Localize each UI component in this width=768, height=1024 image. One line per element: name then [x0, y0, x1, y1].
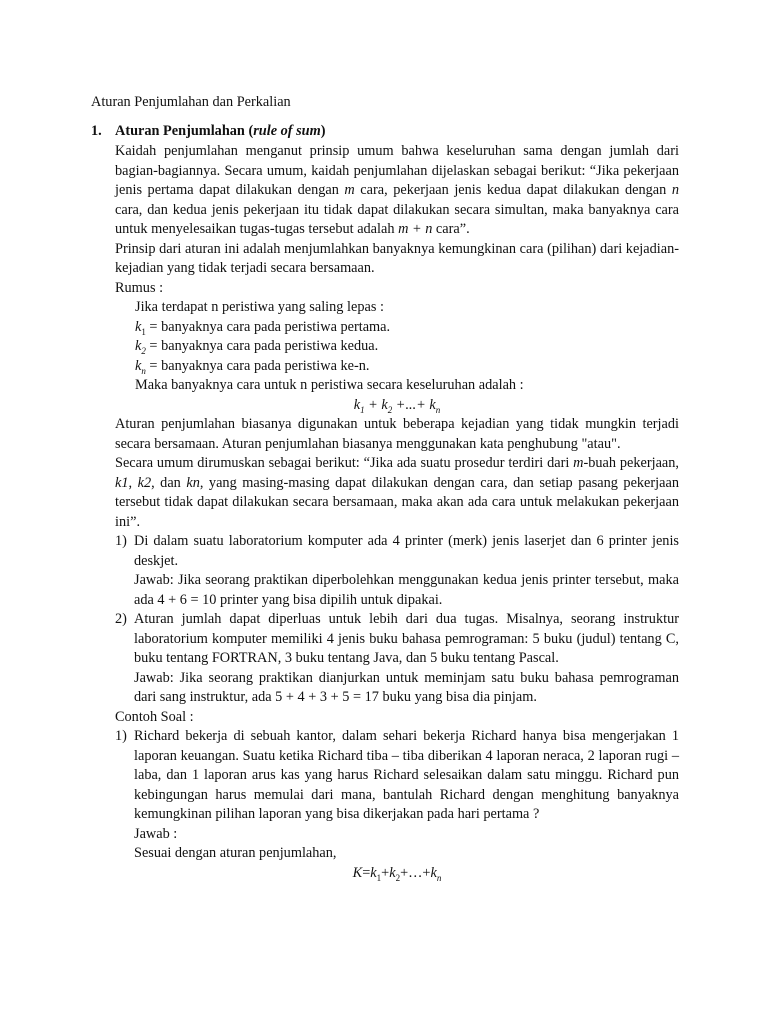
formula-k: k — [389, 864, 396, 881]
formula-K: K — [352, 864, 363, 881]
example-item — [115, 610, 679, 669]
general-var-k1: k1 — [115, 474, 129, 491]
section-number: 1. — [91, 123, 102, 139]
general-sep: , — [128, 474, 138, 491]
general-var-m: m — [573, 455, 584, 471]
k1-text: = banyaknya cara pada peristiwa pertama. — [145, 318, 391, 335]
principle-paragraph: Prinsip dari aturan ini adalah menjumlahkan banyaknya kemungkinan cara (pilihan) dari kejadian-kejadian yang tidak terjadi secara bersamaan. — [115, 240, 679, 276]
rumus-maka-line: Maka banyaknya cara untuk n peristiwa secara keseluruhan adalah : — [135, 377, 524, 393]
general-var-k2: k2 — [137, 474, 152, 491]
formula-k: k — [353, 396, 361, 413]
general-text-a: Secara umum dirumuskan sebagai berikut: “Jika ada suatu prosedur terdiri dari — [115, 455, 574, 471]
kn-sub: n — [141, 365, 146, 376]
rumus-k2-line — [135, 337, 679, 357]
contoh-jawab: Jawab : — [134, 825, 178, 842]
rumus-block — [115, 298, 679, 396]
contoh-soal-label: Contoh Soal : — [115, 708, 194, 725]
formula-plus: + — [381, 864, 390, 881]
general-text-d: , yang masing-masing dapat dilakukan dengan cara, dan setiap pasang pekerjaan tersebut tidak dapat dilakukan secara bersamaan, maka akan ada cara untuk melakukan pekerjaan ini”. — [115, 474, 679, 530]
rumus-intro-line: Jika terdapat n peristiwa yang saling lepas : — [135, 299, 384, 315]
example-number: 2) — [115, 611, 127, 627]
example-answer: Jawab: Jika seorang praktikan dianjurkan untuk meminjam satu buku bahasa pemrograman dari sang instruktur, ada 5 + 4 + 3 + 5 = 17 buku yang bisa dia pinjam. — [134, 669, 679, 705]
example-text: Di dalam suatu laboratorium komputer ada 4 printer (merk) jenis laserjet dan 6 printer jenis deskjet. — [134, 533, 679, 569]
formula-k: k — [430, 864, 437, 881]
intro-paragraph — [115, 142, 679, 240]
formula-sub-1: 1 — [376, 872, 382, 883]
contoh-formula — [115, 864, 679, 884]
formula-ellipsis: +…+ — [400, 864, 431, 881]
intro-text-a: Kaidah penjumlahan menganut prinsip umum bahwa keseluruhan sama dengan jumlah dari bagian-bagiannya. Secara umum, kaidah penjumlahan dijelaskan sebagai berikut: “Jika pekerjaan jenis pertama dapat dilakukan dengan — [115, 143, 679, 198]
formula-k: k — [429, 396, 436, 413]
formula-equals: = — [362, 864, 371, 881]
example-item — [115, 532, 679, 571]
rumus-kn-line — [135, 357, 679, 377]
general-paragraph — [115, 454, 679, 532]
formula-sub-1: 1 — [360, 404, 365, 415]
general-text-c: , dan — [151, 474, 187, 491]
intro-text-b: cara, pekerjaan jenis kedua dapat dilakukan dengan — [354, 182, 672, 198]
section-title-plain: Aturan Penjumlahan ( — [115, 123, 254, 139]
contoh-text: Richard bekerja di sebuah kantor, dalam sehari bekerja Richard hanya bisa mengerjakan 1 laporan keuangan. Suatu ketika Richard tiba – tiba diberikan 4 laporan neraca, 2 laporan rugi – laba, dan 1 laporan arus kas yang harus Richard selesaikan dalam satu minggu. Richard pun kebingungan harus memulai dari mana, bantulah Richard dengan menghitung banyaknya kemungkinan pilihan laporan yang bisa dikerjakan pada hari pertama ? — [134, 728, 679, 822]
contoh-number: 1) — [115, 728, 127, 744]
intro-expr-m-plus-n: m + n — [398, 221, 433, 237]
formula-sub-n: n — [436, 872, 442, 883]
intro-text-c: cara, dan kedua jenis pekerjaan itu tidak dapat dilakukan secara simultan, maka banyaknya cara untuk menyelesaikan tugas-tugas tersebut adalah — [115, 201, 679, 237]
rumus-k1-line — [135, 318, 679, 338]
contoh-sesuai: Sesuai dengan aturan penjumlahan, — [134, 845, 337, 861]
k1-var: k — [135, 318, 142, 335]
k2-var: k — [135, 338, 142, 354]
general-text-b: -buah pekerjaan, — [583, 455, 679, 471]
section-heading — [91, 122, 326, 142]
section-body — [115, 142, 679, 883]
sum-formula — [115, 396, 679, 416]
document-title: Aturan Penjumlahan dan Perkalian — [91, 94, 291, 110]
intro-var-n: n — [671, 182, 679, 198]
formula-sub-n: n — [435, 404, 441, 415]
general-var-kn: kn — [186, 474, 200, 491]
formula-ellipsis: +...+ — [392, 396, 430, 413]
intro-text-d: cara”. — [432, 221, 470, 237]
k2-sub: 2 — [141, 345, 146, 356]
kn-text: = banyaknya cara pada peristiwa ke-n. — [145, 357, 370, 374]
section-title-italic: rule of sum — [253, 123, 321, 139]
formula-sub-2: 2 — [387, 404, 393, 415]
formula-sub-2: 2 — [395, 872, 401, 883]
example-text: Aturan jumlah dapat diperluas untuk lebih dari dua tugas. Misalnya, seorang instruktur laboratorium komputer memiliki 4 jenis buku bahasa pemrograman: 5 buku (judul) tentang C, buku tentang FORTRAN, 3 buku tentang Java, dan 5 buku tentang Pascal. — [134, 611, 679, 666]
usage-paragraph: Aturan penjumlahan biasanya digunakan untuk beberapa kejadian yang tidak mungkin terjadi secara bersamaan. Aturan penjumlahan biasanya menggunakan kata penghubung "atau". — [115, 416, 679, 452]
formula-k: k — [381, 396, 388, 413]
contoh-item — [115, 727, 679, 825]
formula-k: k — [370, 864, 377, 881]
section-title-close: ) — [320, 123, 326, 139]
k2-text: = banyaknya cara pada peristiwa kedua. — [145, 338, 379, 354]
example-answer: Jawab: Jika seorang praktikan diperbolehkan menggunakan kedua jenis printer tersebut, maka ada 4 + 6 = 10 printer yang bisa dipilih untuk dipakai. — [134, 572, 679, 608]
kn-var: k — [135, 357, 142, 374]
formula-plus: + — [364, 396, 382, 413]
intro-var-m: m — [344, 182, 355, 198]
rumus-label: Rumus : — [115, 279, 164, 296]
k1-sub: 1 — [141, 326, 146, 337]
example-number: 1) — [115, 533, 127, 549]
